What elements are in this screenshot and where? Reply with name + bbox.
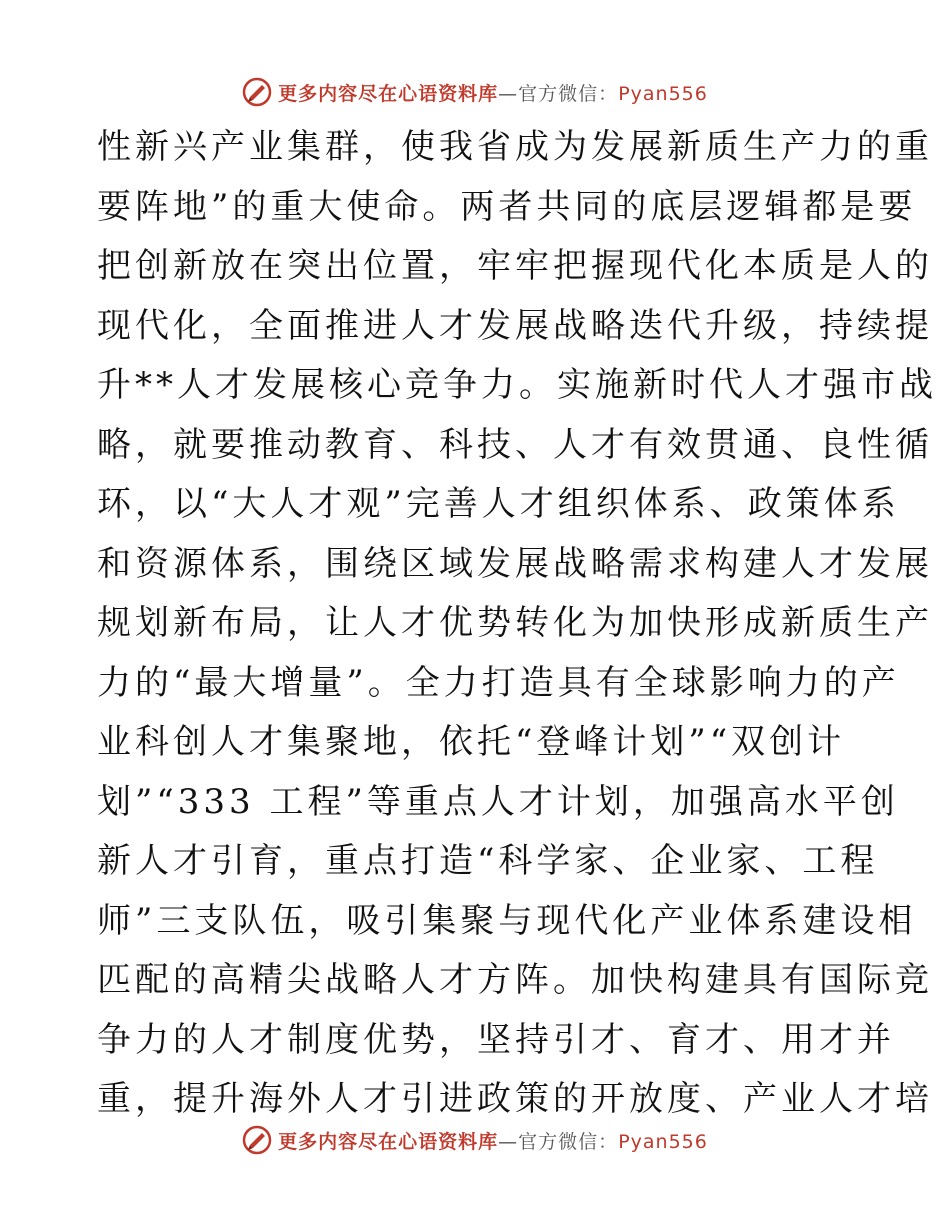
text-line: 略，就要推动教育、科技、人才有效贯通、良性循 <box>97 424 933 465</box>
text-line: 新人才引育，重点打造“科学家、企业家、工程 <box>97 841 879 881</box>
watermark-dash: — <box>498 1130 519 1153</box>
watermark-brand: 更多内容尽在心语资料库 <box>278 82 499 105</box>
watermark-id: Pyan556 <box>618 82 708 105</box>
text-line: 现代化，全面推进人才发展战略迭代升级，持续提 <box>97 305 933 346</box>
watermark-brand: 更多内容尽在心语资料库 <box>278 1130 499 1153</box>
document-body <box>97 118 937 1130</box>
text-line: 业科创人才集聚地，依托“登峰计划”“双创计 <box>97 722 846 762</box>
text-line: 性新兴产业集群，使我省成为发展新质生产力的重 <box>97 127 933 167</box>
text-line: 环，以“大人才观”完善人才组织体系、政策体系 <box>97 484 900 524</box>
text-line: 师”三支队伍，吸引集聚与现代化产业体系建设相 <box>97 900 917 941</box>
text-line: 划”“333 工程”等重点人才计划，加强高水平创 <box>97 781 899 822</box>
writing-hand-icon <box>242 1125 272 1155</box>
watermark-official: 官方微信： <box>518 1130 619 1153</box>
text-line: 和资源体系，围绕区域发展战略需求构建人才发展 <box>97 543 933 584</box>
watermark-text <box>278 1127 708 1154</box>
text-line: 力的“最大增量”。全力打造具有全球影响力的产 <box>97 662 900 703</box>
watermark-id: Pyan556 <box>618 1130 708 1153</box>
watermark-dash: — <box>498 82 519 105</box>
watermark-text <box>278 79 708 106</box>
text-line: 升**人才发展核心竞争力。实施新时代人才强市战 <box>97 365 937 405</box>
header-watermark <box>0 72 950 112</box>
footer-watermark <box>0 1120 950 1160</box>
text-line: 要阵地”的重大使命。两者共同的底层逻辑都是要 <box>97 186 917 227</box>
text-line: 匹配的高精尖战略人才方阵。加快构建具有国际竞 <box>97 960 933 1000</box>
text-line: 把创新放在突出位置，牢牢把握现代化本质是人的 <box>97 246 933 286</box>
writing-hand-icon <box>242 77 272 107</box>
text-line: 规划新布局，让人才优势转化为加快形成新质生产 <box>97 603 933 643</box>
text-line: 争力的人才制度优势，坚持引才、育才、用才并 <box>97 1019 895 1060</box>
watermark-official: 官方微信： <box>518 82 619 105</box>
text-line: 重，提升海外人才引进政策的开放度、产业人才培 <box>97 1079 933 1119</box>
